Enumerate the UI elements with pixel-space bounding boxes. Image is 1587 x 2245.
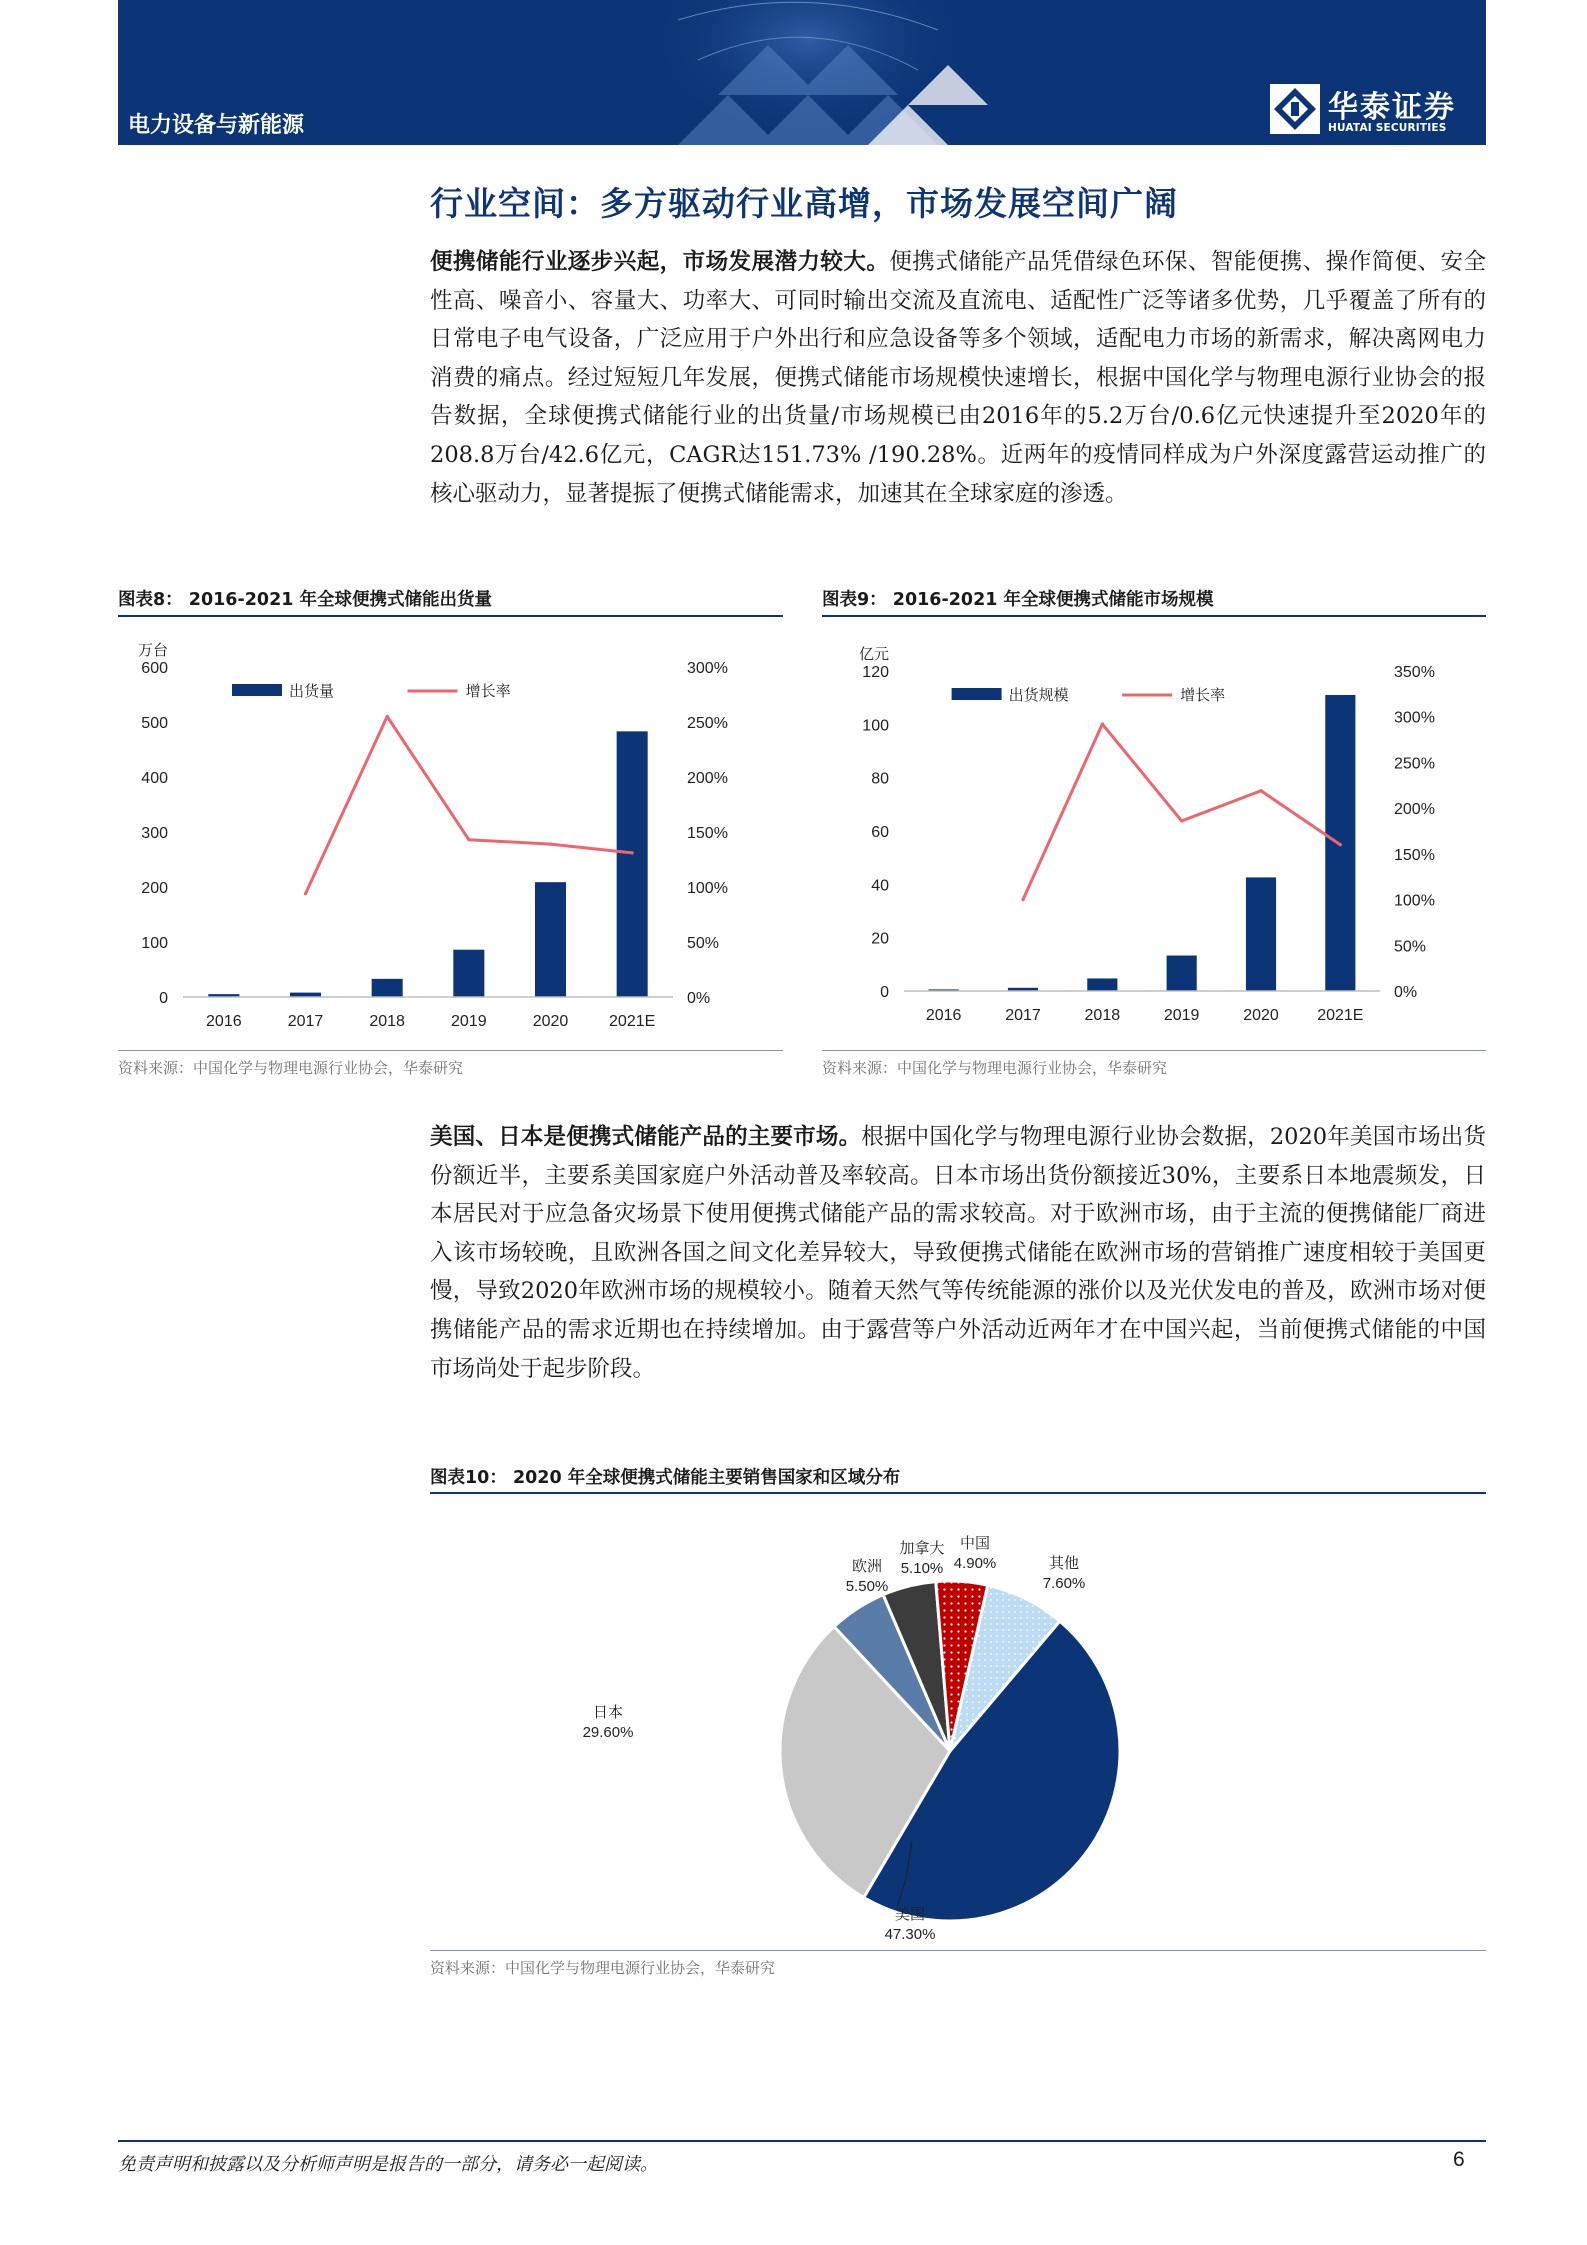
y-axis-left-tick-label: 400 xyxy=(141,770,168,787)
y-axis-right-tick-label: 100% xyxy=(1394,892,1435,910)
paragraph-portable-storage-rise xyxy=(430,243,1486,513)
y-axis-unit-label: 万台 xyxy=(137,642,168,659)
y-axis-right-tick-label: 350% xyxy=(1394,664,1435,681)
figure-9-top-rule xyxy=(822,615,1486,617)
bar-2018 xyxy=(1087,978,1117,991)
growth-rate-point-2018 xyxy=(386,715,389,718)
pie-label-name: 欧洲 xyxy=(851,1558,883,1575)
y-axis-right-tick-label: 300% xyxy=(687,660,728,677)
x-axis-tick-label: 2018 xyxy=(369,1013,405,1030)
y-axis-left-tick-label: 40 xyxy=(871,877,889,895)
y-axis-left-tick-label: 0 xyxy=(159,990,168,1007)
y-axis-right-tick-label: 250% xyxy=(687,715,728,732)
y-axis-left-tick-label: 500 xyxy=(141,715,168,732)
y-axis-right-tick-label: 150% xyxy=(687,825,728,842)
y-axis-right-tick-label: 100% xyxy=(687,880,728,897)
paragraph-lead: 便携储能行业逐步兴起，市场发展潜力较大。 xyxy=(430,249,890,275)
y-axis-left-tick-label: 100 xyxy=(141,935,168,952)
footer-rule xyxy=(118,2140,1486,2142)
y-axis-left-tick-label: 0 xyxy=(880,984,889,1001)
x-axis-tick-label: 2021E xyxy=(1317,1007,1364,1024)
growth-rate-point-2020 xyxy=(1259,789,1262,792)
growth-rate-point-2021E xyxy=(631,851,634,854)
y-axis-left-tick-label: 80 xyxy=(871,770,889,788)
y-axis-right-tick-label: 200% xyxy=(687,770,728,787)
brand xyxy=(1270,82,1480,140)
x-axis-tick-label: 2020 xyxy=(532,1013,569,1030)
growth-rate-point-2021E xyxy=(1339,843,1342,846)
figure-8-chart xyxy=(118,625,783,1045)
x-axis-tick-label: 2016 xyxy=(206,1013,242,1030)
paragraph-body: 根据中国化学与物理电源行业协会数据，2020年美国市场出货份额近半，主要系美国家庭户外活动普及率较高。日本市场出货份额接近30%，主要系日本地震频发，日本居民对于应急备灾场景下使用便携式储能产品的需求较高。对于欧洲市场，由于主流的便携储能厂商进入该市场较晚，且欧洲各国之间文化差异较大，导致便携式储能在欧洲市场的营销推广速度相较于美国更慢，导致2020年欧洲市场的规模较小。随着天然气等传统能源的涨价以及光伏发电的普及，欧洲市场对便携储能产品的需求近期也在持续增加。由于露营等户外活动近两年才在中国兴起，当前便携式储能的中国市场尚处于起步阶段。 xyxy=(430,1124,1486,1382)
figure-8-top-rule xyxy=(118,615,783,617)
paragraph-main-markets xyxy=(430,1118,1486,1388)
page-number: 6 xyxy=(1453,2148,1465,2171)
y-axis-left-tick-label: 20 xyxy=(871,930,889,948)
growth-rate-line xyxy=(1023,724,1340,900)
x-axis-tick-label: 2020 xyxy=(1243,1007,1279,1024)
y-axis-left-tick-label: 200 xyxy=(141,880,168,897)
legend-swatch-bars xyxy=(232,684,282,696)
pie-label-name: 美国 xyxy=(894,1906,926,1923)
y-axis-left-tick-label: 60 xyxy=(871,824,889,841)
x-axis-tick-label: 2018 xyxy=(1084,1007,1121,1024)
y-axis-right-tick-label: 50% xyxy=(1394,938,1427,956)
figure-9-bottom-rule xyxy=(822,1050,1486,1051)
pie-label-value: 4.90% xyxy=(953,1555,997,1572)
report-section-label: 电力设备与新能源 xyxy=(128,113,305,138)
huatai-logo-icon xyxy=(1270,84,1320,134)
y-axis-left-tick-label: 100 xyxy=(862,717,889,735)
figure-9-source: 资料来源：中国化学与物理电源行业协会，华泰研究 xyxy=(822,1059,1168,1077)
legend-label-line: 增长率 xyxy=(1180,687,1226,704)
legend-label-bars: 出货量 xyxy=(289,683,335,700)
figure-9-chart xyxy=(822,625,1486,1045)
y-axis-right-tick-label: 50% xyxy=(687,935,720,952)
figure-8-title: 图表8： 2016-2021 年全球便携式储能出货量 xyxy=(118,590,493,610)
x-axis-tick-label: 2019 xyxy=(1163,1007,1200,1024)
footer-disclaimer: 免责声明和披露以及分析师声明是报告的一部分，请务必一起阅读。 xyxy=(118,2154,658,2175)
section-title: 行业空间：多方驱动行业高增，市场发展空间广阔 xyxy=(430,184,1178,223)
x-axis-tick-label: 2019 xyxy=(451,1013,487,1030)
y-axis-right-tick-label: 250% xyxy=(1394,755,1435,773)
y-axis-unit-label: 亿元 xyxy=(858,646,889,663)
figure-10-top-rule xyxy=(430,1492,1486,1494)
page-header xyxy=(118,0,1486,145)
x-axis-tick-label: 2016 xyxy=(925,1007,962,1024)
legend-label-line: 增长率 xyxy=(465,683,511,700)
y-axis-left-tick-label: 300 xyxy=(141,825,168,842)
growth-rate-point-2018 xyxy=(1101,722,1104,725)
y-axis-left-tick-label: 600 xyxy=(141,660,168,677)
bar-2020 xyxy=(535,882,566,997)
y-axis-right-tick-label: 300% xyxy=(1394,709,1435,727)
paragraph-body: 便携式储能产品凭借绿色环保、智能便携、操作简便、安全性高、噪音小、容量大、功率大、可同时输出交流及直流电、适配性广泛等诸多优势，几乎覆盖了所有的日常电子电气设备，广泛应用于户外出行和应急设备等多个领域，适配电力市场的新需求，解决离网电力消费的痛点。经过短短几年发展，便携式储能市场规模快速增长，根据中国化学与物理电源行业协会的报告数据，全球便携式储能行业的出货量/市场规模已由2016年的5.2万台/0.6亿元快速提升至2020年的208.8万台/42.6亿元，CAGR达151.73% /190.28%。近两年的疫情同样成为户外深度露营运动推广的核心驱动力，显著提振了便携式储能需求，加速其在全球家庭的渗透。 xyxy=(430,249,1486,507)
growth-rate-point-2019 xyxy=(467,838,470,841)
legend-label-bars: 出货规模 xyxy=(1008,687,1069,704)
growth-rate-point-2020 xyxy=(549,843,552,846)
growth-rate-line xyxy=(306,717,633,894)
figure-10-source: 资料来源：中国化学与物理电源行业协会，华泰研究 xyxy=(430,1959,776,1977)
pie-label-name: 日本 xyxy=(592,1704,624,1721)
pie-label-name: 其他 xyxy=(1048,1555,1080,1572)
figure-10-title: 图表10： 2020 年全球便携式储能主要销售国家和区域分布 xyxy=(430,1468,901,1488)
brand-name-en: HUATAI SECURITIES xyxy=(1328,122,1447,134)
pie-label-value: 7.60% xyxy=(1042,1575,1086,1592)
pie-label-value: 47.30% xyxy=(884,1926,936,1943)
x-axis-tick-label: 2021E xyxy=(609,1013,656,1030)
bar-2021E xyxy=(617,731,648,997)
pie-label-name: 加拿大 xyxy=(899,1540,945,1557)
x-axis-tick-label: 2017 xyxy=(1005,1007,1041,1024)
x-axis-tick-label: 2017 xyxy=(287,1013,324,1030)
y-axis-right-tick-label: 150% xyxy=(1394,846,1435,864)
pie-label-value: 5.10% xyxy=(900,1560,944,1577)
bar-2018 xyxy=(372,979,403,997)
figure-8-bottom-rule xyxy=(118,1050,783,1051)
bar-2019 xyxy=(453,950,484,997)
legend-swatch-bars xyxy=(952,688,1002,700)
bar-2020 xyxy=(1246,877,1276,991)
growth-rate-point-2019 xyxy=(1180,819,1183,822)
figure-9-title: 图表9： 2016-2021 年全球便携式储能市场规模 xyxy=(822,590,1214,610)
y-axis-left-tick-label: 120 xyxy=(862,664,889,681)
figure-8-source: 资料来源：中国化学与物理电源行业协会，华泰研究 xyxy=(118,1059,464,1077)
figure-10-bottom-rule xyxy=(430,1950,1486,1951)
pie-label-value: 5.50% xyxy=(845,1578,889,1595)
growth-rate-point-2017 xyxy=(304,892,307,895)
figure-10-pie-chart xyxy=(430,1495,1486,1945)
y-axis-right-tick-label: 0% xyxy=(687,990,711,1007)
brand-name-cn: 华泰证券 xyxy=(1328,90,1456,125)
pie-label-value: 29.60% xyxy=(582,1724,634,1741)
bar-2019 xyxy=(1167,956,1197,991)
paragraph-lead: 美国、日本是便携式储能产品的主要市场。 xyxy=(430,1124,862,1150)
growth-rate-point-2017 xyxy=(1021,898,1024,901)
y-axis-right-tick-label: 200% xyxy=(1394,801,1435,819)
pie-label-name: 中国 xyxy=(959,1535,991,1552)
y-axis-right-tick-label: 0% xyxy=(1394,984,1418,1001)
